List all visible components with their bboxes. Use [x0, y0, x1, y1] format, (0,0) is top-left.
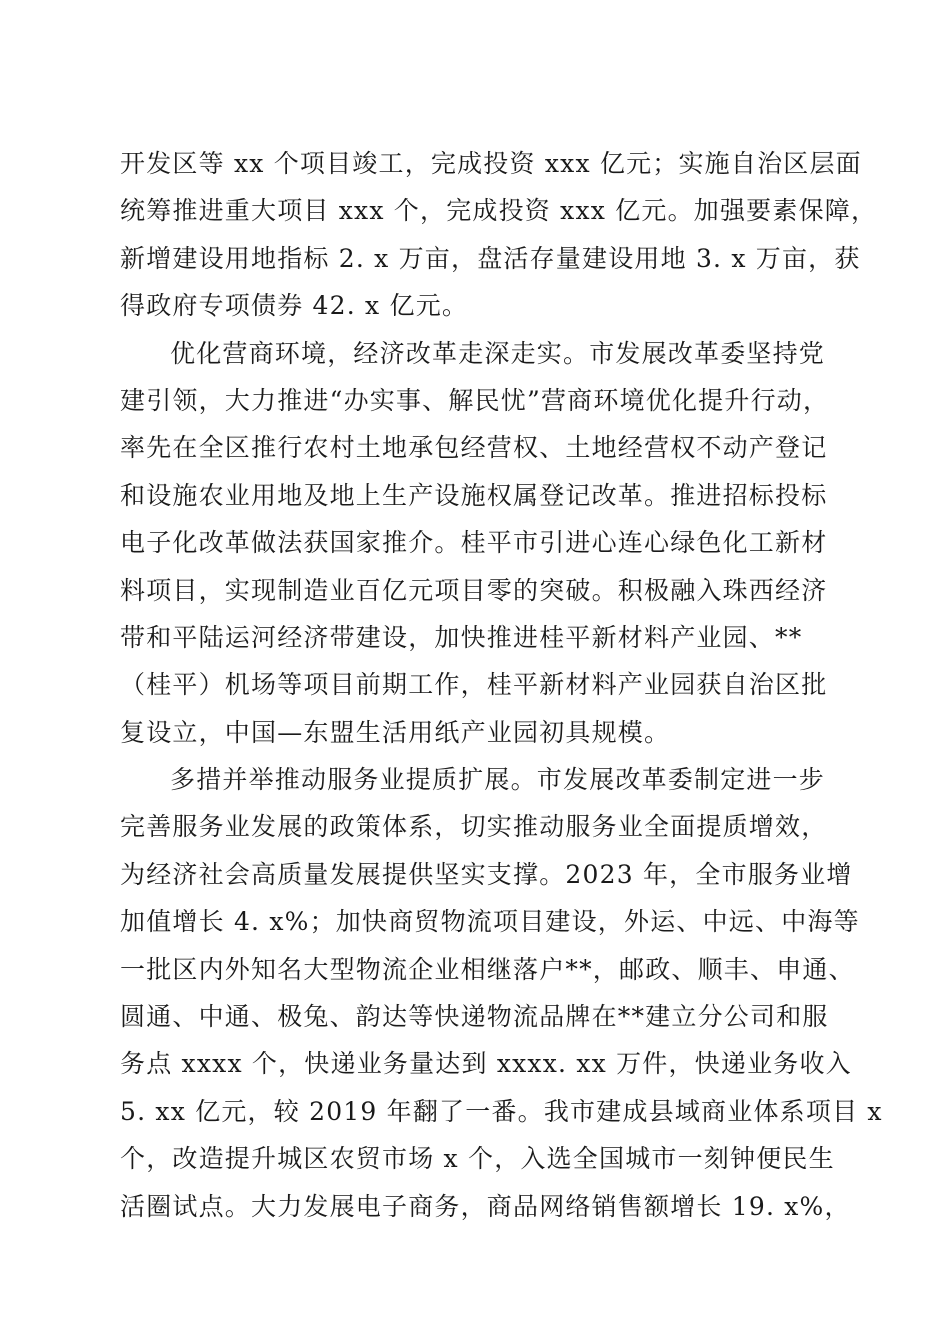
text-line: 和设施农业用地及地上生产设施权属登记改革。推进招标投标	[120, 480, 828, 510]
text-line: 完善服务业发展的政策体系，切实推动服务业全面提质增效，	[120, 812, 828, 842]
text-line: 一批区内外知名大型物流企业相继落户**，邮政、顺丰、申通、	[120, 954, 855, 984]
text-line: 圆通、中通、极兔、韵达等快递物流品牌在**建立分公司和服	[120, 1002, 829, 1032]
text-line: 得政府专项债券 42. x 亿元。	[120, 291, 469, 321]
text-line: 料项目，实现制造业百亿元项目零的突破。积极融入珠西经济	[120, 575, 828, 605]
text-line: 新增建设用地指标 2. x 万亩，盘活存量建设用地 3. x 万亩，获	[120, 243, 861, 273]
text-line: 复设立，中国—东盟生活用纸产业园初具规模。	[120, 717, 671, 747]
paragraph-business-environment	[120, 330, 840, 757]
text-line: 带和平陆运河经济带建设，加快推进桂平新材料产业园、**	[120, 622, 803, 652]
text-line: 建引领，大力推进“办实事、解民忧”营商环境优化提升行动，	[120, 385, 830, 415]
paragraph-investment	[120, 140, 878, 330]
text-line: 率先在全区推行农村土地承包经营权、土地经营权不动产登记	[120, 433, 828, 463]
text-line: 开发区等 xx 个项目竣工，完成投资 xxx 亿元；实施自治区层面	[120, 149, 862, 178]
text-line: 电子化改革做法获国家推介。桂平市引进心连心绿色化工新材	[120, 528, 828, 558]
paragraph-service-industry	[120, 756, 883, 1230]
text-line: 多措并举推动服务业提质扩展。市发展改革委制定进一步	[170, 765, 826, 795]
text-line: （桂平）机场等项目前期工作，桂平新材料产业园获自治区批	[120, 670, 828, 700]
text-line: 为经济社会高质量发展提供坚实支撑。2023 年，全市服务业增	[120, 859, 853, 889]
text-line: 活圈试点。大力发展电子商务，商品网络销售额增长 19. x%，	[120, 1191, 851, 1221]
text-line: 个，改造提升城区农贸市场 x 个，入选全国城市一刻钟便民生	[120, 1144, 835, 1174]
text-line: 5. xx 亿元，较 2019 年翻了一番。我市建成县域商业体系项目 x	[120, 1096, 883, 1126]
text-line: 务点 xxxx 个，快递业务量达到 xxxx. xx 万件，快递业务收入	[120, 1049, 852, 1079]
text-line: 优化营商环境，经济改革走深走实。市发展改革委坚持党	[170, 338, 826, 368]
text-line: 加值增长 4. x%；加快商贸物流项目建设，外运、中远、中海等	[120, 907, 860, 937]
text-line: 统筹推进重大项目 xxx 个，完成投资 xxx 亿元。加强要素保障，	[120, 196, 878, 226]
document-body	[120, 140, 883, 1230]
